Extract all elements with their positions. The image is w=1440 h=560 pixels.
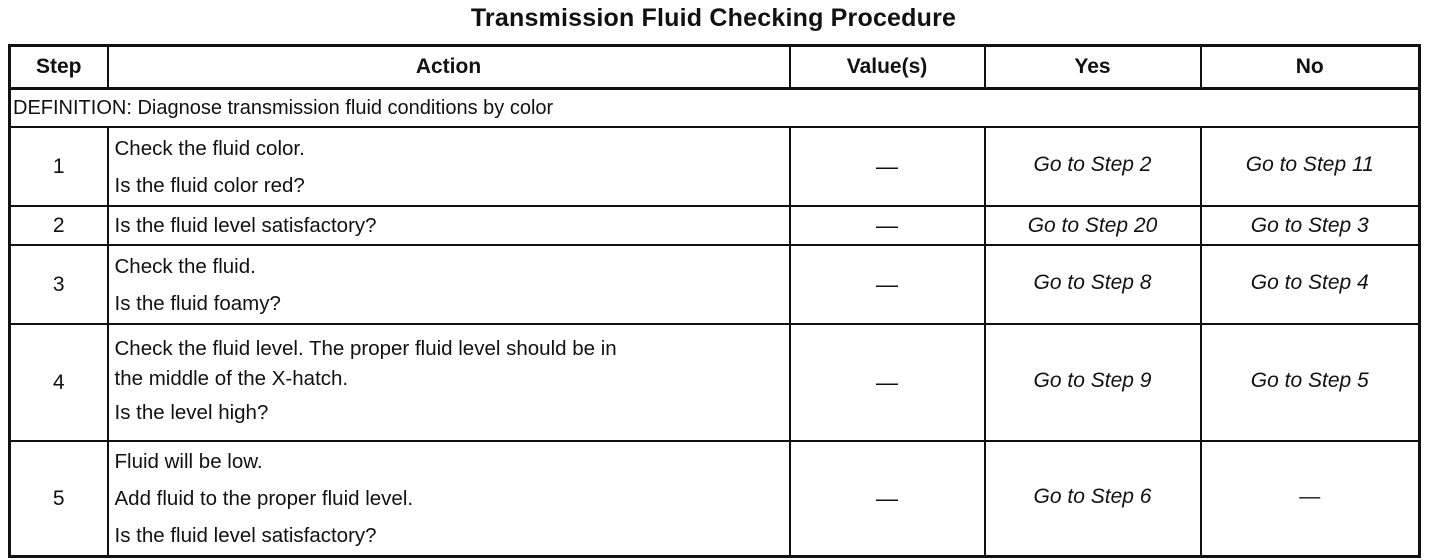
definition-row xyxy=(10,89,1420,128)
step-number: 4 xyxy=(10,324,108,441)
column-header-step: Step xyxy=(10,46,108,89)
action-cell xyxy=(108,245,790,324)
yes-cell: Go to Step 8 xyxy=(985,245,1201,324)
action-line: the middle of the X-hatch. xyxy=(114,367,349,390)
action-cell xyxy=(108,127,790,206)
value-cell: — xyxy=(790,206,985,245)
yes-cell: Go to Step 20 xyxy=(985,206,1201,245)
action-line: Check the fluid level. The proper fluid level should be in xyxy=(114,337,617,360)
yes-cell: Go to Step 2 xyxy=(985,127,1201,206)
action-question: Is the level high? xyxy=(114,401,269,424)
action-question: Is the fluid level satisfactory? xyxy=(114,214,377,237)
table-row xyxy=(10,245,1420,324)
action-cell xyxy=(108,206,790,245)
column-header-yes: Yes xyxy=(985,46,1201,89)
no-cell: Go to Step 4 xyxy=(1201,245,1420,324)
step-number: 1 xyxy=(10,127,108,206)
no-cell: — xyxy=(1201,441,1420,557)
table-header-row xyxy=(10,46,1420,89)
table-row xyxy=(10,127,1420,206)
no-cell: Go to Step 5 xyxy=(1201,324,1420,441)
table-row xyxy=(10,441,1420,557)
action-question: Is the fluid color red? xyxy=(114,173,305,197)
definition-text: DEFINITION: Diagnose transmission fluid conditions by color xyxy=(10,89,1420,128)
column-header-no: No xyxy=(1201,46,1420,89)
action-question: Is the fluid foamy? xyxy=(114,291,281,315)
value-cell: — xyxy=(790,441,985,557)
value-cell: — xyxy=(790,127,985,206)
value-cell: — xyxy=(790,245,985,324)
action-line: Add fluid to the proper fluid level. xyxy=(114,487,414,510)
value-cell: — xyxy=(790,324,985,441)
action-line: Check the fluid color. xyxy=(114,136,305,160)
step-number: 3 xyxy=(10,245,108,324)
step-number: 2 xyxy=(10,206,108,245)
column-header-values: Value(s) xyxy=(790,46,985,89)
action-line: Fluid will be low. xyxy=(114,450,263,473)
action-question: Is the fluid level satisfactory? xyxy=(114,524,377,547)
step-number: 5 xyxy=(10,441,108,557)
procedure-table xyxy=(8,44,1421,558)
column-header-action: Action xyxy=(108,46,790,89)
yes-cell: Go to Step 9 xyxy=(985,324,1201,441)
action-cell xyxy=(108,441,790,557)
action-line: Check the fluid. xyxy=(114,254,256,278)
no-cell: Go to Step 3 xyxy=(1201,206,1420,245)
page-title: Transmission Fluid Checking Procedure xyxy=(470,4,957,32)
table-row xyxy=(10,324,1420,441)
no-cell: Go to Step 11 xyxy=(1201,127,1420,206)
table-row xyxy=(10,206,1420,245)
action-cell xyxy=(108,324,790,441)
yes-cell: Go to Step 6 xyxy=(985,441,1201,557)
